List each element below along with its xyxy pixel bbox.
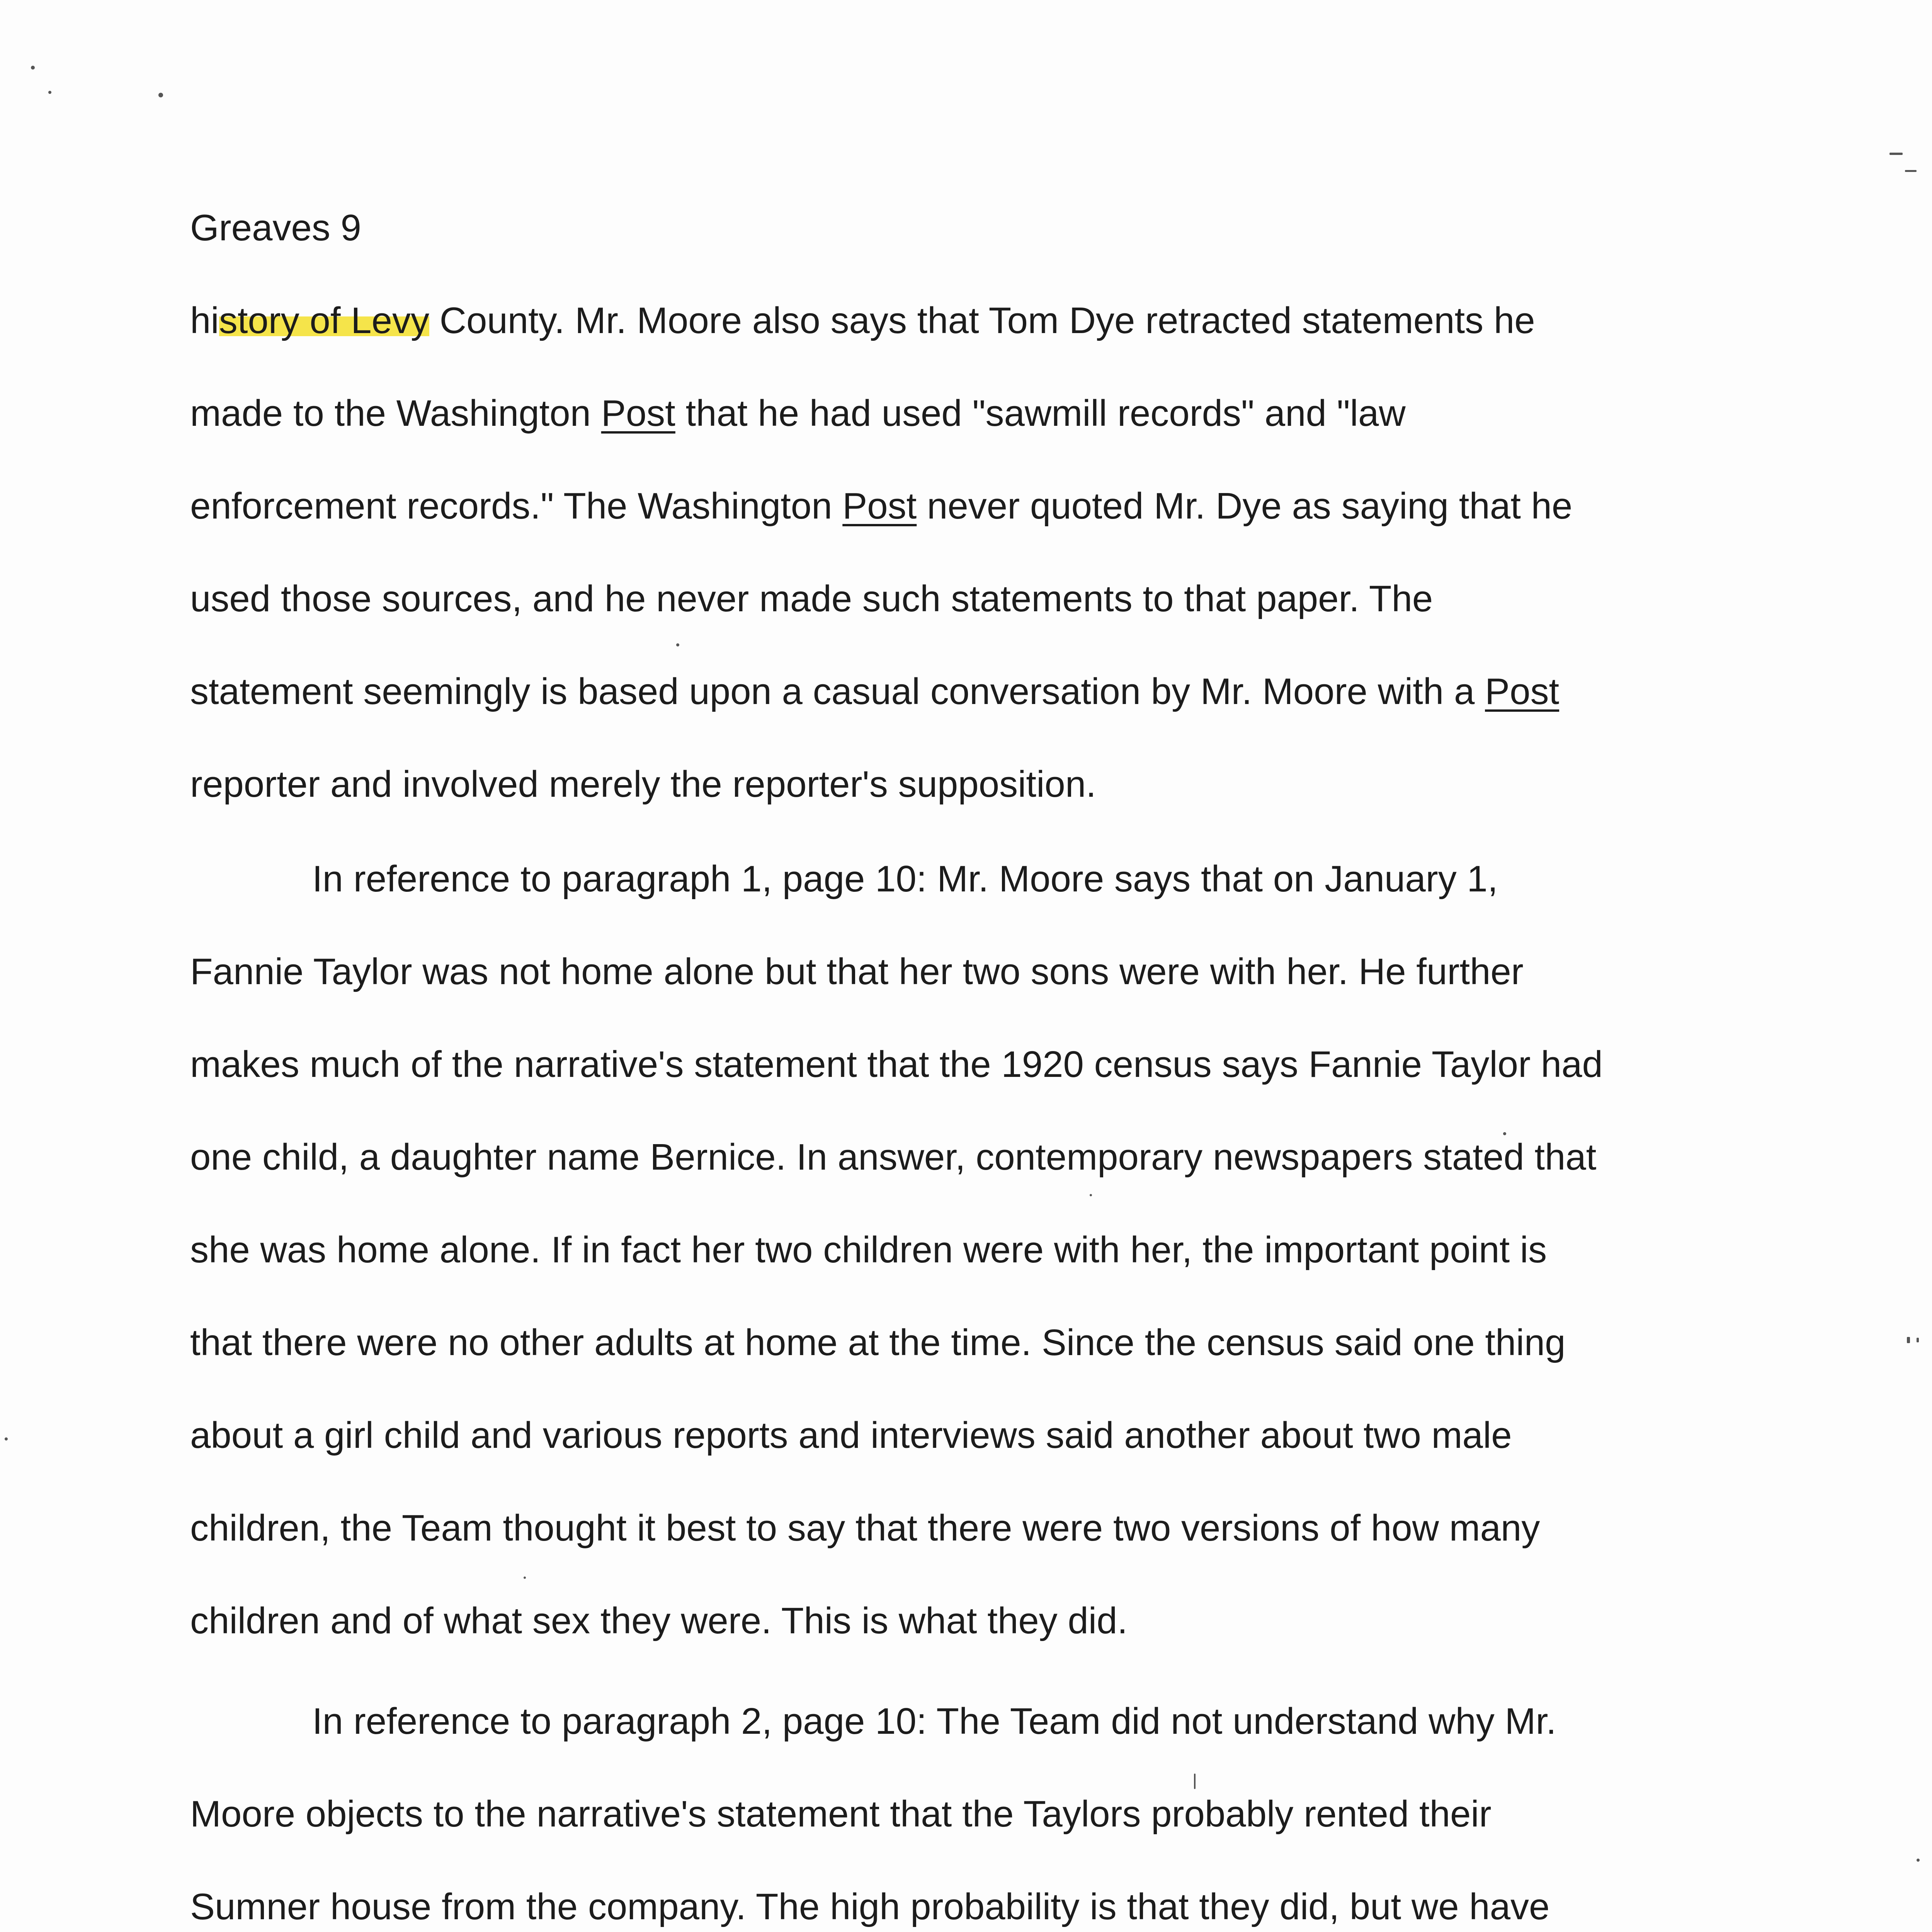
text-line-8: Fannie Taylor was not home alone but that her two sons were with her. He further (190, 951, 1524, 992)
scan-speck (1907, 1337, 1910, 1343)
scan-speck (5, 1437, 8, 1440)
underlined-publication: Post (601, 393, 675, 434)
text-line-18: Sumner house from the company. The high probability is that they did, but we have (190, 1886, 1550, 1927)
text-line-15: children and of what sex they were. This is what they did. (190, 1600, 1128, 1641)
text-segment: hi (190, 300, 219, 341)
scan-speck (1194, 1774, 1196, 1789)
text-line-16: In reference to paragraph 2, page 10: The Team did not understand why Mr. (312, 1701, 1556, 1742)
scan-speck (1905, 170, 1917, 172)
underlined-publication: Post (842, 485, 917, 527)
scan-speck (524, 1577, 526, 1579)
text-line-4: used those sources, and he never made such statements to that paper. The (190, 578, 1433, 619)
scan-speck (1503, 1132, 1506, 1135)
text-segment: County. Mr. Moore also says that Tom Dye retracted statements he (429, 300, 1535, 341)
text-segment: made to the Washington (190, 393, 601, 434)
text-line-5 (190, 668, 1559, 715)
text-segment: statement seemingly is based upon a casual conversation by Mr. Moore with a (190, 671, 1485, 712)
text-line-10: one child, a daughter name Bernice. In answer, contemporary newspapers stated that (190, 1136, 1597, 1178)
text-segment: that he had used "sawmill records" and "law (675, 393, 1406, 434)
text-line-2 (190, 390, 1406, 437)
page-header: Greaves 9 (190, 207, 361, 248)
scan-speck (676, 643, 679, 646)
text-line-17: Moore objects to the narrative's statement that the Taylors probably rented their (190, 1793, 1492, 1835)
text-line-9: makes much of the narrative's statement that the 1920 census says Fannie Taylor had (190, 1044, 1603, 1085)
scan-speck (1917, 1859, 1920, 1862)
text-line-6: reporter and involved merely the reporter's supposition. (190, 764, 1096, 805)
text-segment: never quoted Mr. Dye as saying that he (917, 485, 1573, 527)
scan-speck (1889, 153, 1903, 155)
underlined-publication: Post (1485, 671, 1560, 712)
scan-speck (48, 91, 51, 94)
text-segment: enforcement records." The Washington (190, 485, 843, 527)
text-line-13: about a girl child and various reports and interviews said another about two male (190, 1415, 1512, 1456)
scan-speck (158, 93, 163, 97)
text-line-7: In reference to paragraph 1, page 10: Mr. Moore says that on January 1, (312, 858, 1498, 900)
text-line-14: children, the Team thought it best to say that there were two versions of how many (190, 1507, 1540, 1549)
text-line-1 (190, 298, 1535, 344)
scan-speck (1917, 1338, 1919, 1342)
highlighted-text: story of Levy (219, 300, 429, 341)
text-line-11: she was home alone. If in fact her two children were with her, the important point is (190, 1229, 1547, 1270)
scan-speck (1090, 1194, 1092, 1196)
text-line-12: that there were no other adults at home at the time. Since the census said one thing (190, 1322, 1566, 1363)
scan-speck (31, 66, 35, 70)
text-line-3 (190, 483, 1572, 529)
